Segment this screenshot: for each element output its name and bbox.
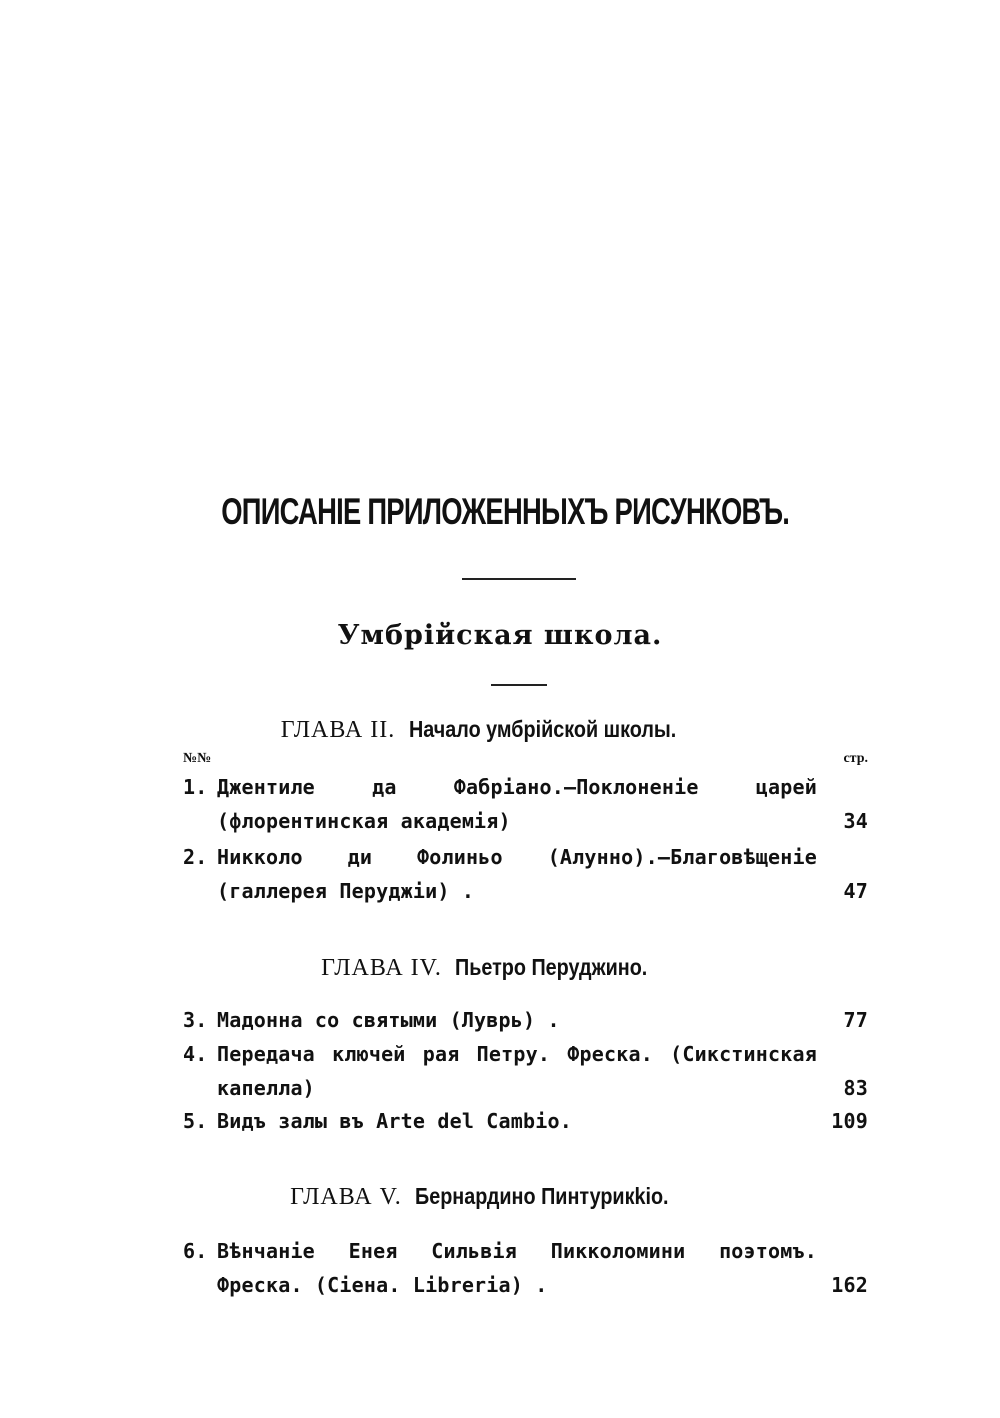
entry-number: 6. xyxy=(183,1239,208,1263)
entry-text: Джентиле да Фабріано.—Поклоненіе царей (флорентинская академія) xyxy=(217,775,817,833)
entry-text: Вѣнчаніе Енея Сильвія Пикколомини поэтомъ. Фреска. (Сіена. Libreria) . xyxy=(217,1239,817,1297)
entry-page: 47 xyxy=(843,879,868,903)
entry-page: 83 xyxy=(843,1076,868,1100)
chapter-heading-5 xyxy=(0,1183,1000,1212)
entry-text: Мадонна со святыми (Луврь) . xyxy=(217,1008,560,1032)
chapter-label: ГЛАВА II. xyxy=(280,717,396,743)
entry-number: 4. xyxy=(183,1042,208,1066)
entry-page: 109 xyxy=(831,1109,868,1133)
list-item xyxy=(183,1003,868,1037)
list-item xyxy=(183,1037,868,1105)
number-column-header: №№ xyxy=(183,751,212,766)
chapter-heading-2 xyxy=(0,716,1000,745)
chapter-name: Бернардино Пинтурикkio. xyxy=(415,1183,669,1209)
chapter-label: ГЛАВА V. xyxy=(290,1184,402,1210)
entry-page: 34 xyxy=(843,809,868,833)
list-item xyxy=(183,770,868,838)
page-column-header: стр. xyxy=(843,751,868,766)
entry-page: 77 xyxy=(843,1008,868,1032)
entry-number: 3. xyxy=(183,1008,208,1032)
entry-number: 2. xyxy=(183,845,208,869)
entry-number: 5. xyxy=(183,1109,208,1133)
chapter-name: Начало умбрійской школы. xyxy=(408,716,676,742)
list-item xyxy=(183,1104,868,1138)
entry-text: Передача ключей рая Петру. Фреска. (Сикстинская капелла) xyxy=(217,1042,817,1100)
chapter-name: Пьетро Перуджино. xyxy=(455,954,648,980)
entry-text: Видъ залы въ Arte del Cambio. xyxy=(217,1109,572,1133)
entry-page: 162 xyxy=(831,1273,868,1297)
list-item xyxy=(183,840,868,908)
section-title: Умбрійская школа. xyxy=(337,620,663,651)
entry-number: 1. xyxy=(183,775,208,799)
chapter-label: ГЛАВА IV. xyxy=(321,955,442,981)
list-item xyxy=(183,1234,868,1302)
title-divider xyxy=(462,578,576,580)
entry-text: Никколо ди Фолиньо (Алунно).—Благовѣщеніе (галлерея Перуджіи) . xyxy=(217,845,817,903)
page-title: ОПИСАНІЕ ПРИЛОЖЕННЫХЪ РИСУНКОВЪ. xyxy=(221,491,790,532)
section-divider xyxy=(491,684,547,686)
chapter-heading-4 xyxy=(0,954,1000,983)
